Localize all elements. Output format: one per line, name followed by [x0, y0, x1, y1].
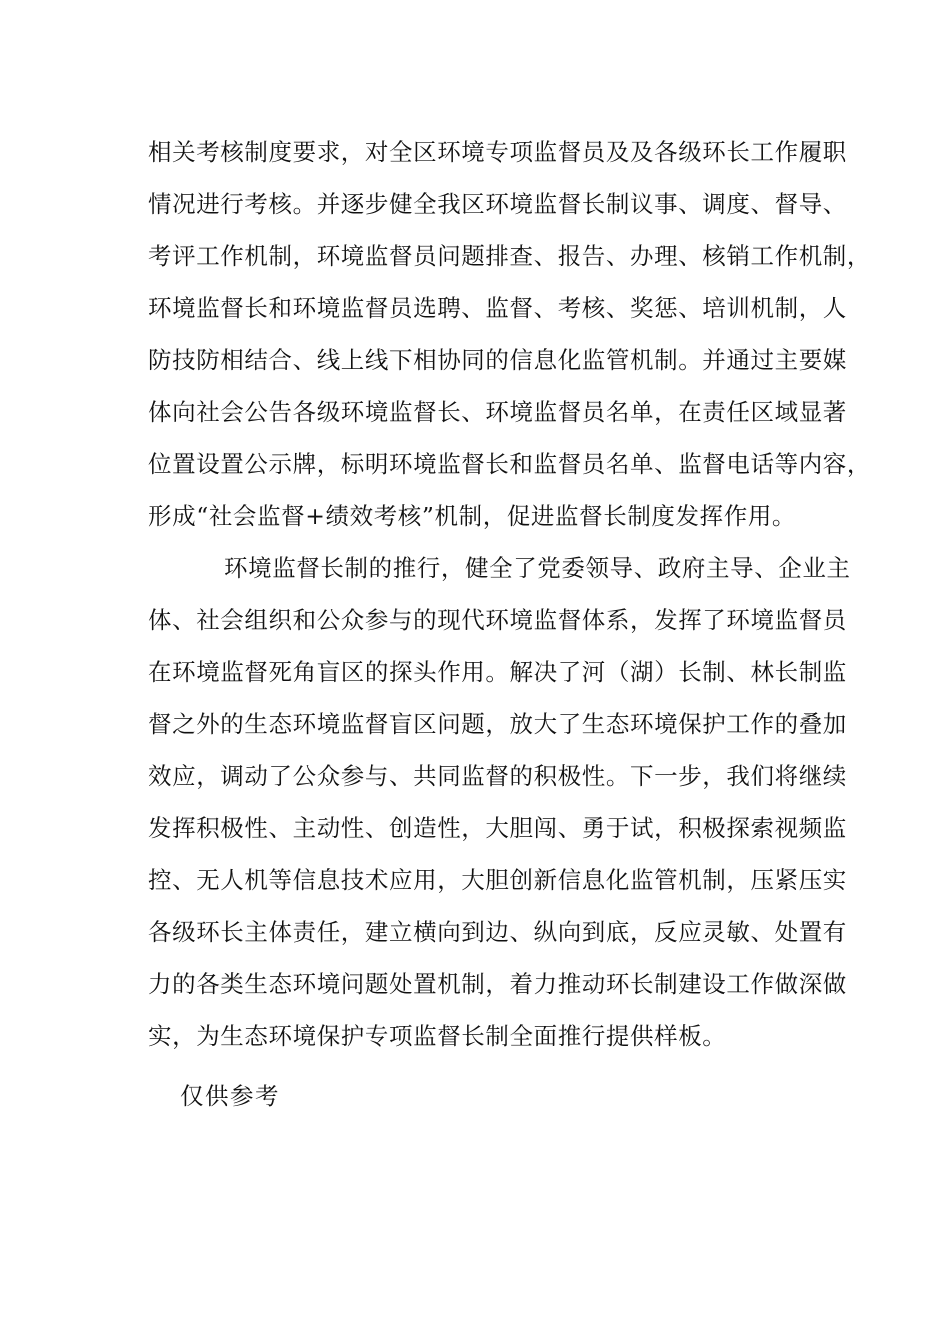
- paragraph-2-line-4: 督之外的生态环境监督盲区问题，放大了生态环境保护工作的叠加: [148, 710, 847, 738]
- paragraph-1-line-1: 相关考核制度要求，对全区环境专项监督员及及各级环长工作履职: [148, 138, 847, 166]
- paragraph-2-line-6: 发挥积极性、主动性、创造性，大胆闯、勇于试，积极探索视频监: [148, 814, 847, 842]
- paragraph-2-line-8: 各级环长主体责任，建立横向到边、纵向到底，反应灵敏、处置有: [148, 918, 847, 946]
- paragraph-1-line-6: 体向社会公告各级环境监督长、环境监督员名单，在责任区域显著: [148, 398, 847, 426]
- paragraph-1-line-5: 防技防相结合、线上线下相协同的信息化监管机制。并通过主要媒: [148, 346, 847, 374]
- paragraph-1-line-3: 考评工作机制，环境监督员问题排查、报告、办理、核销工作机制，: [148, 242, 871, 270]
- paragraph-2-line-2: 体、社会组织和公众参与的现代环境监督体系，发挥了环境监督员: [148, 606, 847, 634]
- paragraph-2-line-9: 力的各类生态环境问题处置机制，着力推动环长制建设工作做深做: [148, 970, 847, 998]
- reference-note: 仅供参考: [180, 1082, 280, 1110]
- paragraph-1-line-2: 情况进行考核。并逐步健全我区环境监督长制议事、调度、督导、: [148, 190, 847, 218]
- paragraph-2-line-3: 在环境监督死角盲区的探头作用。解决了河（湖）长制、林长制监: [148, 658, 847, 686]
- paragraph-2-line-1: 环境监督长制的推行，健全了党委领导、政府主导、企业主: [224, 554, 851, 582]
- paragraph-2-line-7: 控、无人机等信息技术应用，大胆创新信息化监管机制，压紧压实: [148, 866, 847, 894]
- paragraph-2-line-10: 实，为生态环境保护专项监督长制全面推行提供样板。: [148, 1022, 727, 1050]
- paragraph-2-line-5: 效应，调动了公众参与、共同监督的积极性。下一步，我们将继续: [148, 762, 847, 790]
- paragraph-1-line-4: 环境监督长和环境监督员选聘、监督、考核、奖惩、培训机制，人: [148, 294, 847, 322]
- paragraph-1-line-8: 形成“社会监督+绩效考核”机制，促进监督长制度发挥作用。: [148, 502, 797, 530]
- paragraph-1-line-7: 位置设置公示牌，标明环境监督长和监督员名单、监督电话等内容，: [148, 450, 871, 478]
